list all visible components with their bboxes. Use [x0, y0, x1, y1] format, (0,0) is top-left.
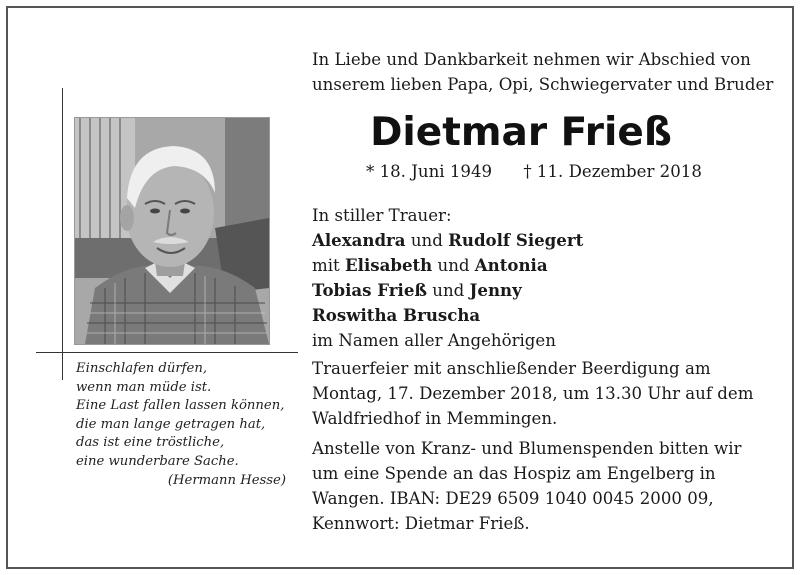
mourner-text: und — [405, 231, 449, 250]
donation-line: um eine Spende an das Hospiz am Engelberg in — [312, 464, 716, 483]
donation-line: Wangen. IBAN: DE29 6509 1040 0045 2000 09, — [312, 489, 714, 508]
mourner-text: und — [427, 281, 470, 300]
intro-line: In Liebe und Dankbarkeit nehmen wir Abschied von — [312, 50, 751, 69]
funeral-line: Trauerfeier mit anschließender Beerdigung am — [312, 359, 711, 378]
mourner-row — [312, 228, 782, 253]
birth-date: * 18. Juni 1949 — [366, 162, 493, 181]
intro-text — [312, 47, 782, 97]
mourner-rows — [312, 228, 782, 353]
funeral-line: Montag, 17. Dezember 2018, um 13.30 Uhr auf dem — [312, 384, 754, 403]
mourner-text: mit — [312, 256, 345, 275]
portrait-illustration — [75, 118, 269, 344]
poem-author: (Hermann Hesse) — [167, 472, 286, 488]
life-dates — [366, 159, 746, 185]
mourner-row — [312, 278, 782, 303]
horizontal-divider — [36, 352, 298, 353]
mourner-text: Tobias Frieß — [312, 280, 427, 300]
funeral-line: Waldfriedhof in Memmingen. — [312, 409, 558, 428]
death-date: † 11. Dezember 2018 — [523, 162, 702, 181]
mourner-text: und — [432, 256, 475, 275]
mourner-text: Elisabeth — [345, 255, 433, 275]
poem-line: das ist eine tröstliche, — [76, 435, 225, 451]
mourner-text: Jenny — [469, 280, 522, 300]
mourners-block — [312, 203, 782, 353]
mourner-row — [312, 303, 782, 328]
intro-line: unserem lieben Papa, Opi, Schwiegervater und Bruder — [312, 75, 774, 94]
poem-line: die man lange getragen hat, — [76, 416, 266, 432]
mourner-text: Roswitha Bruscha — [312, 305, 481, 325]
portrait-photo — [74, 117, 270, 345]
mourner-text: Antonia — [474, 255, 548, 275]
poem-line: wenn man müde ist. — [76, 379, 212, 395]
poem-quote — [76, 360, 286, 490]
poem-line: Eine Last fallen lassen können, — [76, 398, 285, 414]
poem-line: Einschlafen dürfen, — [76, 361, 208, 376]
vertical-divider — [62, 88, 63, 380]
donation-line: Kennwort: Dietmar Frieß. — [312, 514, 530, 533]
mourner-row — [312, 328, 782, 353]
donation-info — [312, 436, 782, 536]
deceased-name: Dietmar Frieß — [370, 110, 672, 155]
mourner-text: Rudolf Siegert — [448, 230, 584, 250]
mourner-text: im Namen aller Angehörigen — [312, 331, 556, 350]
mourner-text: Alexandra — [312, 230, 406, 250]
mourner-row — [312, 253, 782, 278]
poem-line: eine wunderbare Sache. — [76, 453, 239, 469]
donation-line: Anstelle von Kranz- und Blumenspenden bitten wir — [312, 439, 742, 458]
funeral-info — [312, 356, 782, 431]
mourners-heading: In stiller Trauer: — [312, 206, 452, 225]
